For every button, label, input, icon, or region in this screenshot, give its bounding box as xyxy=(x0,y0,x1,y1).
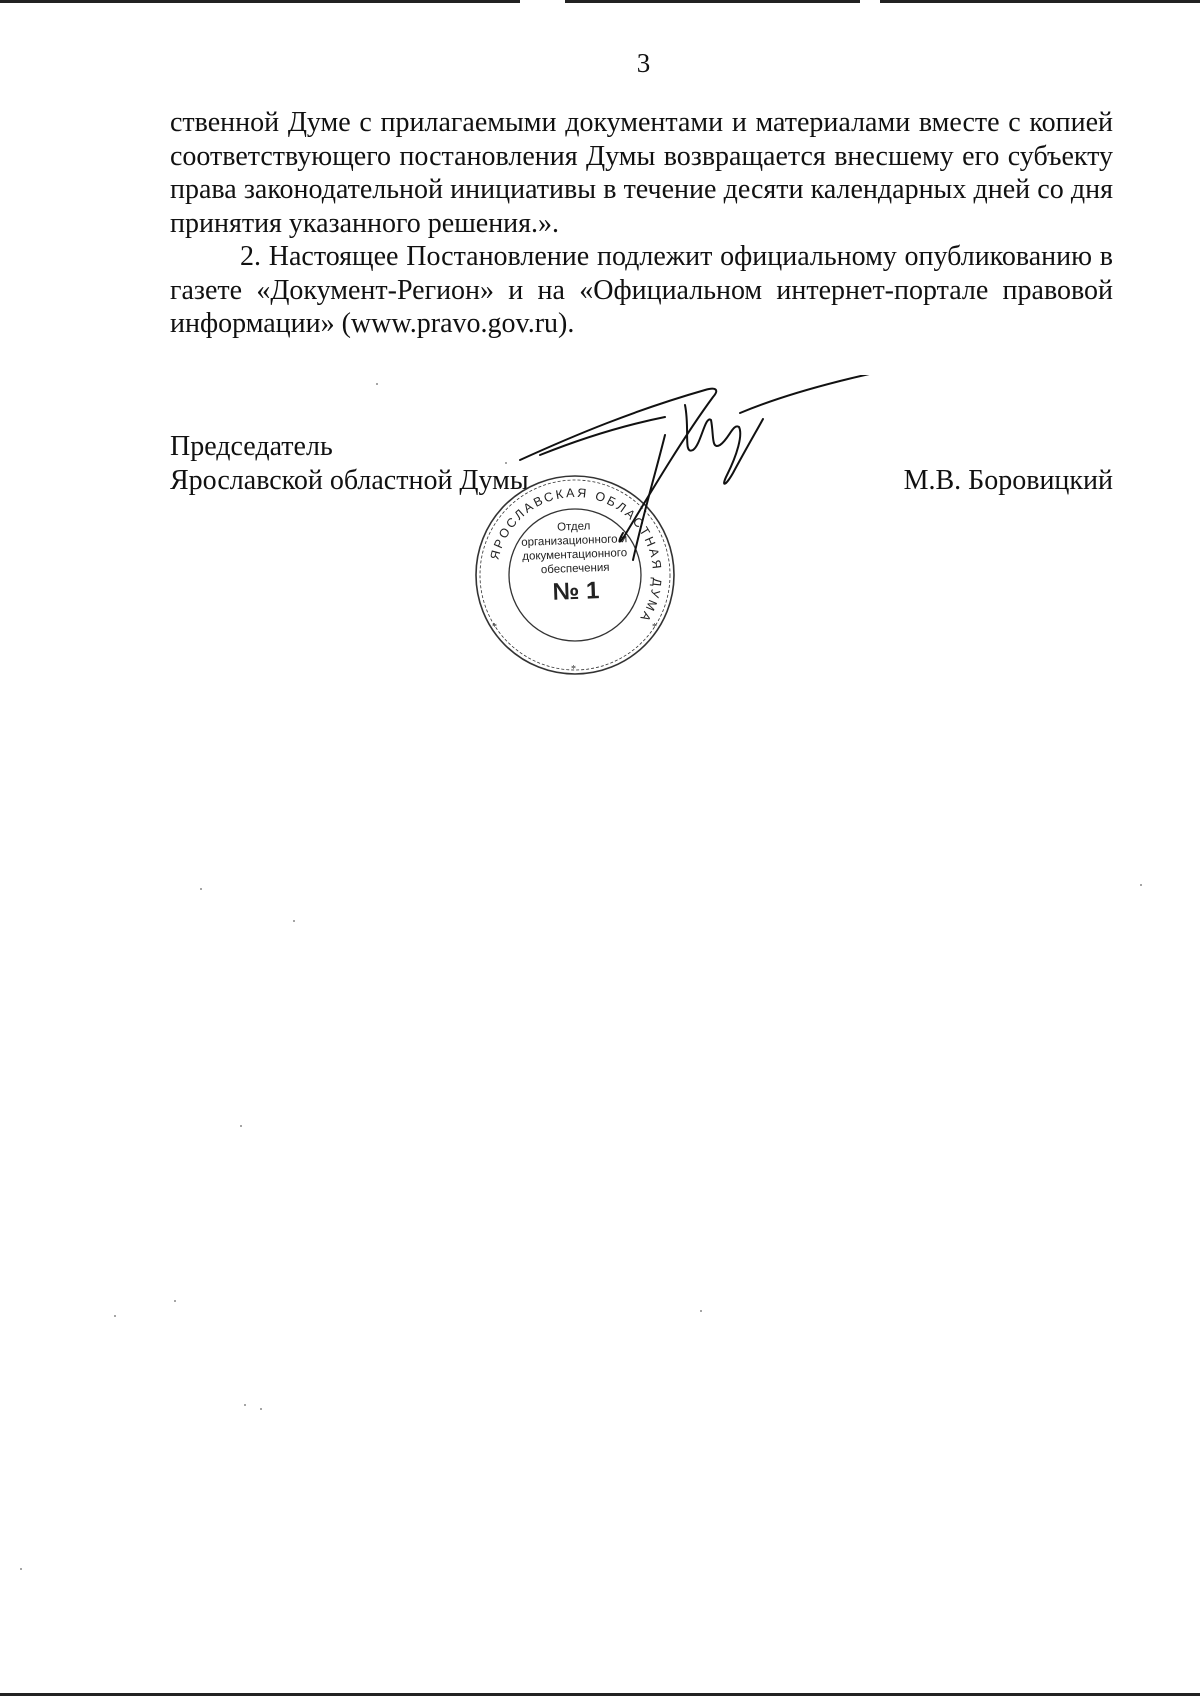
scan-speck xyxy=(376,383,378,385)
signatory-name: М.В. Боровицкий xyxy=(903,465,1113,496)
seal-center-line: Отдел xyxy=(556,520,591,534)
body-paragraph-continuation: ственной Думе с прилагаемыми документами и материалами вместе с копией соответствующего постановления Думы возвращается внесшему его субъекту права законодательной инициативы в течение десяти календарных дней со дня принятия указанного решения.». xyxy=(170,107,1113,239)
seal-star-icon: * xyxy=(571,664,576,675)
scan-speck xyxy=(293,920,295,922)
scan-speck xyxy=(174,1300,176,1302)
signatory-title-line-2: Ярославской областной Думы xyxy=(170,465,529,496)
seal-ring-text: ЯРОСЛАВСКАЯ ОБЛАСТНАЯ ДУМА xyxy=(487,485,665,626)
top-scan-border-gap xyxy=(520,0,565,3)
scan-speck xyxy=(240,1125,242,1127)
scan-speck xyxy=(114,1315,116,1317)
scan-speck xyxy=(505,462,507,464)
scan-speck xyxy=(1140,884,1142,886)
seal-star-icon: * xyxy=(492,622,497,633)
seal-number: № 1 xyxy=(552,577,600,606)
scan-speck xyxy=(260,1408,262,1410)
seal-center-line: обеспечения xyxy=(540,561,610,577)
scan-speck xyxy=(200,888,202,890)
seal-center-line: организационного и xyxy=(521,533,628,549)
seal-center-line: документационного xyxy=(522,547,628,563)
scan-speck xyxy=(244,1404,246,1406)
handwritten-signature-icon xyxy=(515,375,975,565)
page-number: 3 xyxy=(636,48,651,78)
signatory-title-line-1: Председатель xyxy=(170,431,333,462)
seal-star-icon: * xyxy=(652,622,657,633)
body-paragraph-publication: 2. Настоящее Постановление подлежит официальному опубликованию в газете «Документ-Регион» и на «Официальном интернет-портале правовой информации» (www.pravo.gov.ru). xyxy=(170,241,1113,339)
scan-speck xyxy=(20,1568,22,1570)
top-scan-border xyxy=(0,0,1200,3)
document-body xyxy=(170,106,1113,341)
scan-speck xyxy=(700,1310,702,1312)
top-scan-border-gap xyxy=(860,0,880,3)
